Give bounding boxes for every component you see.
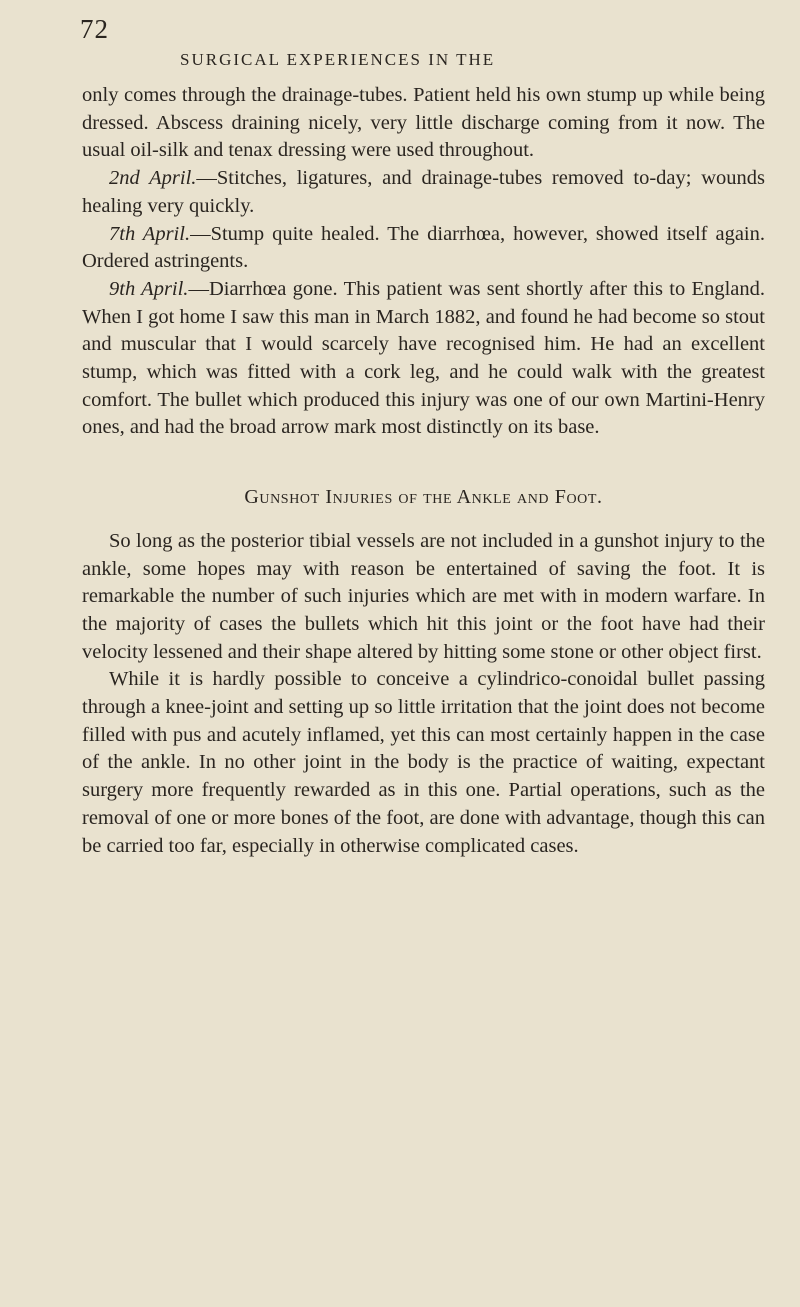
entry-text: —Diarrhœa gone. This patient was sent shortly after this to England. When I got home I saw this man in March 1882, and found he had become so stout and muscular that I would scarcely have recognised him. He had an excellent stump, which was fitted with a cork leg, and he could walk with the greatest comfort. The bullet which produced this injury was one of our own Martini-Henry ones, and had the broad arrow mark most distinctly on its base. <box>82 277 766 439</box>
running-title: SURGICAL EXPERIENCES IN THE <box>180 50 496 69</box>
section-paragraph: While it is hardly possible to conceive a cylindrico-conoidal bullet passing through a knee-joint and setting up so little irritation that the joint does not become filled with pus and acutely inflamed, yet this can most certainly happen in the case of the ankle. In no other joint in the body is the practice of waiting, expectant surgery more frequently rewarded as in this one. Partial operations, such as the removal of one or more bones of the foot, are done with advantage, though this can be carried too far, especially in otherwise complicated cases. <box>82 668 765 857</box>
section-paragraph: So long as the posterior tibial vessels are not included in a gunshot injury to the ankle, some hopes may with reason be entertained of saving the foot. It is remarkable the number of such injuries which are met with in modern warfare. In the majority of cases the bullets which hit this joint or the foot have had their velocity lessened and their shape altered by hitting some stone or other object first. <box>82 529 765 663</box>
diary-entry-9th-april <box>82 276 765 442</box>
diary-entry-7th-april <box>82 221 765 276</box>
paragraph-text: only comes through the drainage-tubes. Patient held his own stump up while being dressed. Abscess draining nicely, very little discharge coming from it now. The usual oil-silk and tenax dressing were used throughout. <box>82 84 765 162</box>
diary-entry-2nd-april <box>82 165 765 220</box>
body-text <box>82 82 765 860</box>
entry-text: —Stump quite healed. The diarrhœa, however, showed itself again. Ordered astringents. <box>82 222 766 273</box>
entry-date: 2nd April. <box>109 167 197 190</box>
paragraph-continuation <box>82 82 765 165</box>
entry-text: —Stitches, ligatures, and drainage-tubes removed to-day; wounds healing very quickly. <box>82 167 765 217</box>
entry-date: 7th April. <box>109 222 191 245</box>
section-heading: Gunshot Injuries of the Ankle and Foot. <box>244 486 603 509</box>
page-number: 72 <box>80 14 109 44</box>
page-header <box>80 14 760 69</box>
entry-date: 9th April. <box>109 277 189 300</box>
